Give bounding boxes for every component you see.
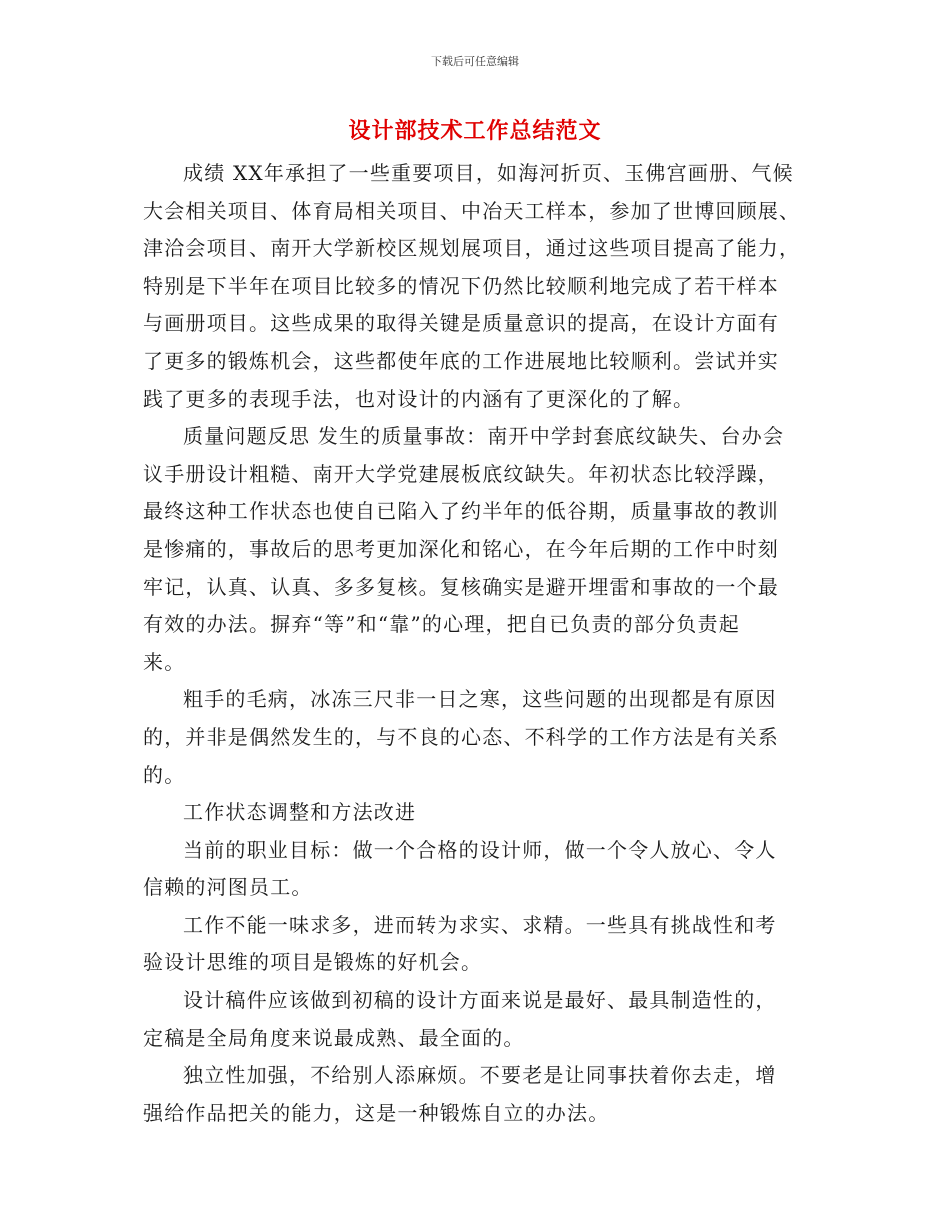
text-line: 粗手的毛病，冰冻三尺非一日之寒，这些问题的出现都是有原因 xyxy=(183,687,777,712)
text-line: 定稿是全局角度来说最成熟、最全面的。 xyxy=(143,1025,525,1050)
text-line: 设计稿件应该做到初稿的设计方面来说是最好、最具制造性的， xyxy=(183,988,777,1013)
text-line: 议手册设计粗糙、南开大学党建展板底纹缺失。年初状态比较浮躁， xyxy=(143,461,779,486)
text-line: 当前的职业目标：做一个合格的设计师，做一个令人放心、令人 xyxy=(183,837,777,862)
paragraph xyxy=(143,982,813,1057)
text-line: 来。 xyxy=(143,649,186,674)
page-header: 下载后可任意编辑 xyxy=(431,55,519,68)
text-line: 信赖的河图员工。 xyxy=(143,875,313,900)
paragraph xyxy=(143,418,813,681)
text-line: 大会相关项目、体育局相关项目、中冶天工样本，参加了世博回顾展、 xyxy=(143,198,801,223)
text-line: 津洽会项目、南开大学新校区规划展项目，通过这些项目提高了能力， xyxy=(143,236,801,261)
text-line: 践了更多的表现手法，也对设计的内涵有了更深化的了解。 xyxy=(143,386,695,411)
paragraph xyxy=(143,907,813,982)
paragraph xyxy=(143,1057,813,1132)
text-line: 工作状态调整和方法改进 xyxy=(183,800,417,825)
text-line: 有效的办法。摒弃“等”和“靠”的心理，把自已负责的部分负责起 xyxy=(143,612,740,637)
text-line: 了更多的锻炼机会，这些都使年底的工作进展地比较顺利。尝试并实 xyxy=(143,348,779,373)
text-line: 独立性加强，不给别人添麻烦。不要老是让同事扶着你去走，增 xyxy=(183,1063,777,1088)
text-line: 最终这种工作状态也使自已陷入了约半年的低谷期，质量事故的教训 xyxy=(143,499,779,524)
document-title: 设计部技术工作总结范文 xyxy=(348,119,602,144)
text-line: 牢记，认真、认真、多多复核。复核确实是避开埋雷和事故的一个最 xyxy=(143,574,779,599)
text-line: 的，并非是偶然发生的，与不良的心态、不科学的工作方法是有关系 xyxy=(143,724,779,749)
text-line: 是惨痛的，事故后的思考更加深化和铭心，在今年后期的工作中时刻 xyxy=(143,536,779,561)
text-line: 与画册项目。这些成果的取得关键是质量意识的提高，在设计方面有 xyxy=(143,311,779,336)
paragraph xyxy=(143,155,813,418)
text-line: 特别是下半年在项目比较多的情况下仍然比较顺利地完成了若干样本 xyxy=(143,273,779,298)
paragraph xyxy=(143,681,813,794)
text-line: 成绩 XX年承担了一些重要项目，如海河折页、玉佛宫画册、气候 xyxy=(183,161,794,185)
document-body xyxy=(143,155,813,1132)
text-line: 的。 xyxy=(143,762,186,787)
text-line: 验设计思维的项目是锻炼的好机会。 xyxy=(143,950,483,975)
text-line: 质量问题反思 发生的质量事故：南开中学封套底纹缺失、台办会 xyxy=(183,424,785,449)
paragraph xyxy=(143,832,813,907)
text-line: 强给作品把关的能力，这是一种锻炼自立的办法。 xyxy=(143,1100,610,1125)
section-heading xyxy=(143,794,813,832)
text-line: 工作不能一味求多，进而转为求实、求精。一些具有挑战性和考 xyxy=(183,912,777,937)
